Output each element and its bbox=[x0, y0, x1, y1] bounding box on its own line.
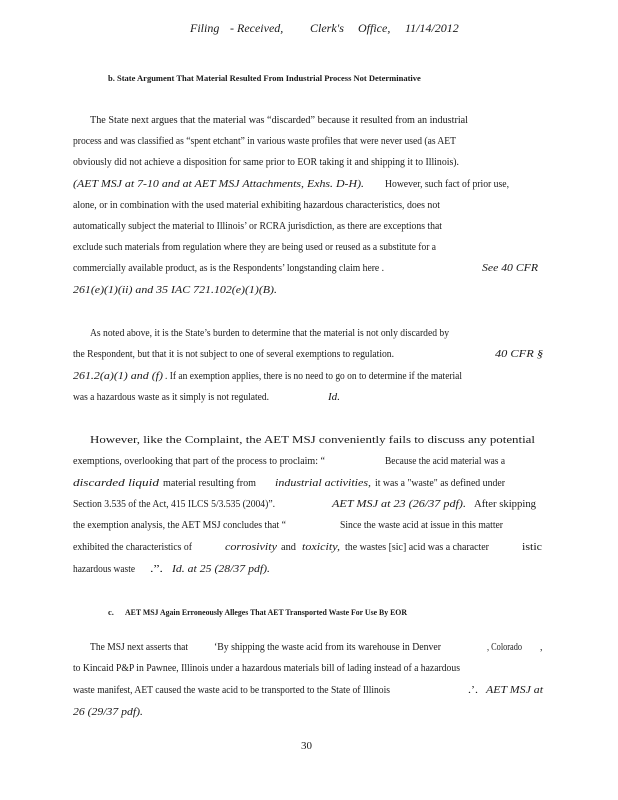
para3-line3-waste: it was a "waste" as defined under bbox=[375, 478, 506, 489]
para2-line4: was a hazardous waste as it simply is not regulated. bbox=[73, 392, 270, 403]
filing-stamp-office: Office, bbox=[358, 21, 391, 35]
para2-citation-id: Id. bbox=[328, 391, 341, 403]
para4-line1-comma: , bbox=[540, 642, 543, 653]
para3-industrial-activities: industrial activities, bbox=[275, 477, 371, 489]
para4-line2: to Kincaid P&P in Pawnee, Illinois under a hazardous materials bill of lading instead of a hazardous bbox=[73, 663, 461, 674]
para1-citation-iac: 261(e)(1)(ii) and 35 IAC 721.102(e)(1)(B). bbox=[73, 284, 277, 296]
para3-line7-hazardous: hazardous waste bbox=[73, 564, 136, 575]
section-b-heading: b. State Argument That Material Resulted From Industrial Process Not Determinative bbox=[108, 73, 421, 83]
para2-citation-cfr: 40 CFR § bbox=[495, 348, 544, 360]
filing-stamp-date: 11/14/2012 bbox=[405, 21, 459, 35]
para2-line2: the Respondent, but that it is not subject to one of several exemptions to regulation. bbox=[73, 349, 395, 360]
para1-line6: automatically subject the material to Illinois’ or RCRA jurisdiction, as there are exceptions that bbox=[73, 221, 442, 232]
para4-line3: waste manifest, AET caused the waste acid to be transported to the State of Illinois bbox=[73, 685, 390, 696]
para1-line8: commercially available product, as is the Respondents’ longstanding claim here . bbox=[73, 263, 384, 274]
para4-citation-msj: AET MSJ at bbox=[486, 684, 543, 696]
filing-stamp-filing: Filing bbox=[190, 21, 220, 35]
para3-line6-exhibited: exhibited the characteristics of bbox=[73, 542, 192, 553]
para1-citation-msj: (AET MSJ at 7-10 and at AET MSJ Attachments, Exhs. D-H). bbox=[73, 178, 365, 190]
filing-stamp-clerks: Clerk's bbox=[310, 21, 344, 35]
para1-line2: process and was classified as “spent etchant” in various waste profiles that were never used (as AET bbox=[73, 136, 456, 147]
para3-line5-quote: Since the waste acid at issue in this matter bbox=[340, 520, 504, 531]
filing-stamp-received: - Received, bbox=[230, 21, 284, 35]
para3-citation-id25: Id. at 25 (28/37 pdf). bbox=[172, 563, 270, 575]
para4-line3-close: .’. bbox=[468, 685, 478, 696]
para3-line6-and: and bbox=[281, 542, 296, 553]
para4-line1-colorado: , Colorado bbox=[487, 642, 522, 653]
para4-line1: The MSJ next asserts that bbox=[90, 642, 188, 653]
para3-line3-material: material resulting from bbox=[163, 478, 256, 489]
para1-line1: The State next argues that the material was “discarded” because it resulted from an industrial bbox=[90, 115, 469, 126]
para2-citation-section: 261.2(a)(1) and (f) bbox=[73, 370, 164, 382]
para3-line2-quote: Because the acid material was a bbox=[385, 456, 505, 467]
para3-discarded-liquid: discarded liquid bbox=[73, 477, 160, 489]
para1-line3: obviously did not achieve a disposition for same prior to EOR taking it and shipping it to Illinois). bbox=[73, 157, 460, 168]
para3-line4-text: After skipping bbox=[474, 499, 536, 510]
para3-corrosivity: corrosivity bbox=[225, 541, 277, 553]
para1-citation-cfr: See 40 CFR bbox=[482, 262, 538, 274]
para1-line5: alone, or in combination with the used material exhibiting hazardous characteristics, does not bbox=[73, 200, 441, 211]
page-number: 30 bbox=[301, 740, 312, 752]
section-c-heading: AET MSJ Again Erroneously Alleges That AET Transported Waste For Use By EOR bbox=[125, 607, 408, 617]
para3-toxicity: toxicity, bbox=[302, 541, 341, 553]
para3-line7-close: .”. bbox=[150, 564, 163, 575]
para4-line1-quote: ‘By shipping the waste acid from its warehouse in Denver bbox=[214, 642, 441, 653]
para2-line3-text: . If an exemption applies, there is no need to go on to determine if the material bbox=[165, 371, 463, 382]
para3-line5: the exemption analysis, the AET MSJ concludes that “ bbox=[73, 520, 287, 531]
para1-line4-text: However, such fact of prior use, bbox=[385, 179, 510, 190]
para2-line1: As noted above, it is the State’s burden to determine that the material is not only discarded by bbox=[90, 328, 450, 339]
para4-citation-pdf: 26 (29/37 pdf). bbox=[73, 706, 144, 718]
para3-line1: However, like the Complaint, the AET MSJ conveniently fails to discuss any potential bbox=[90, 435, 535, 446]
para3-line2: exemptions, overlooking that part of the process to proclaim: “ bbox=[73, 456, 326, 467]
para3-line6-wastes: the wastes [sic] acid was a character bbox=[345, 542, 489, 553]
para1-line7: exclude such materials from regulation where they are being used or reused as a substitute for a bbox=[73, 242, 436, 253]
para3-line4: Section 3.535 of the Act, 415 ILCS 5/3.535 (2004)”. bbox=[73, 499, 276, 510]
section-c-letter: c. bbox=[108, 607, 114, 617]
para3-line6-istic: istic bbox=[522, 542, 542, 553]
para3-citation-msj23: AET MSJ at 23 (26/37 pdf). bbox=[332, 498, 466, 510]
